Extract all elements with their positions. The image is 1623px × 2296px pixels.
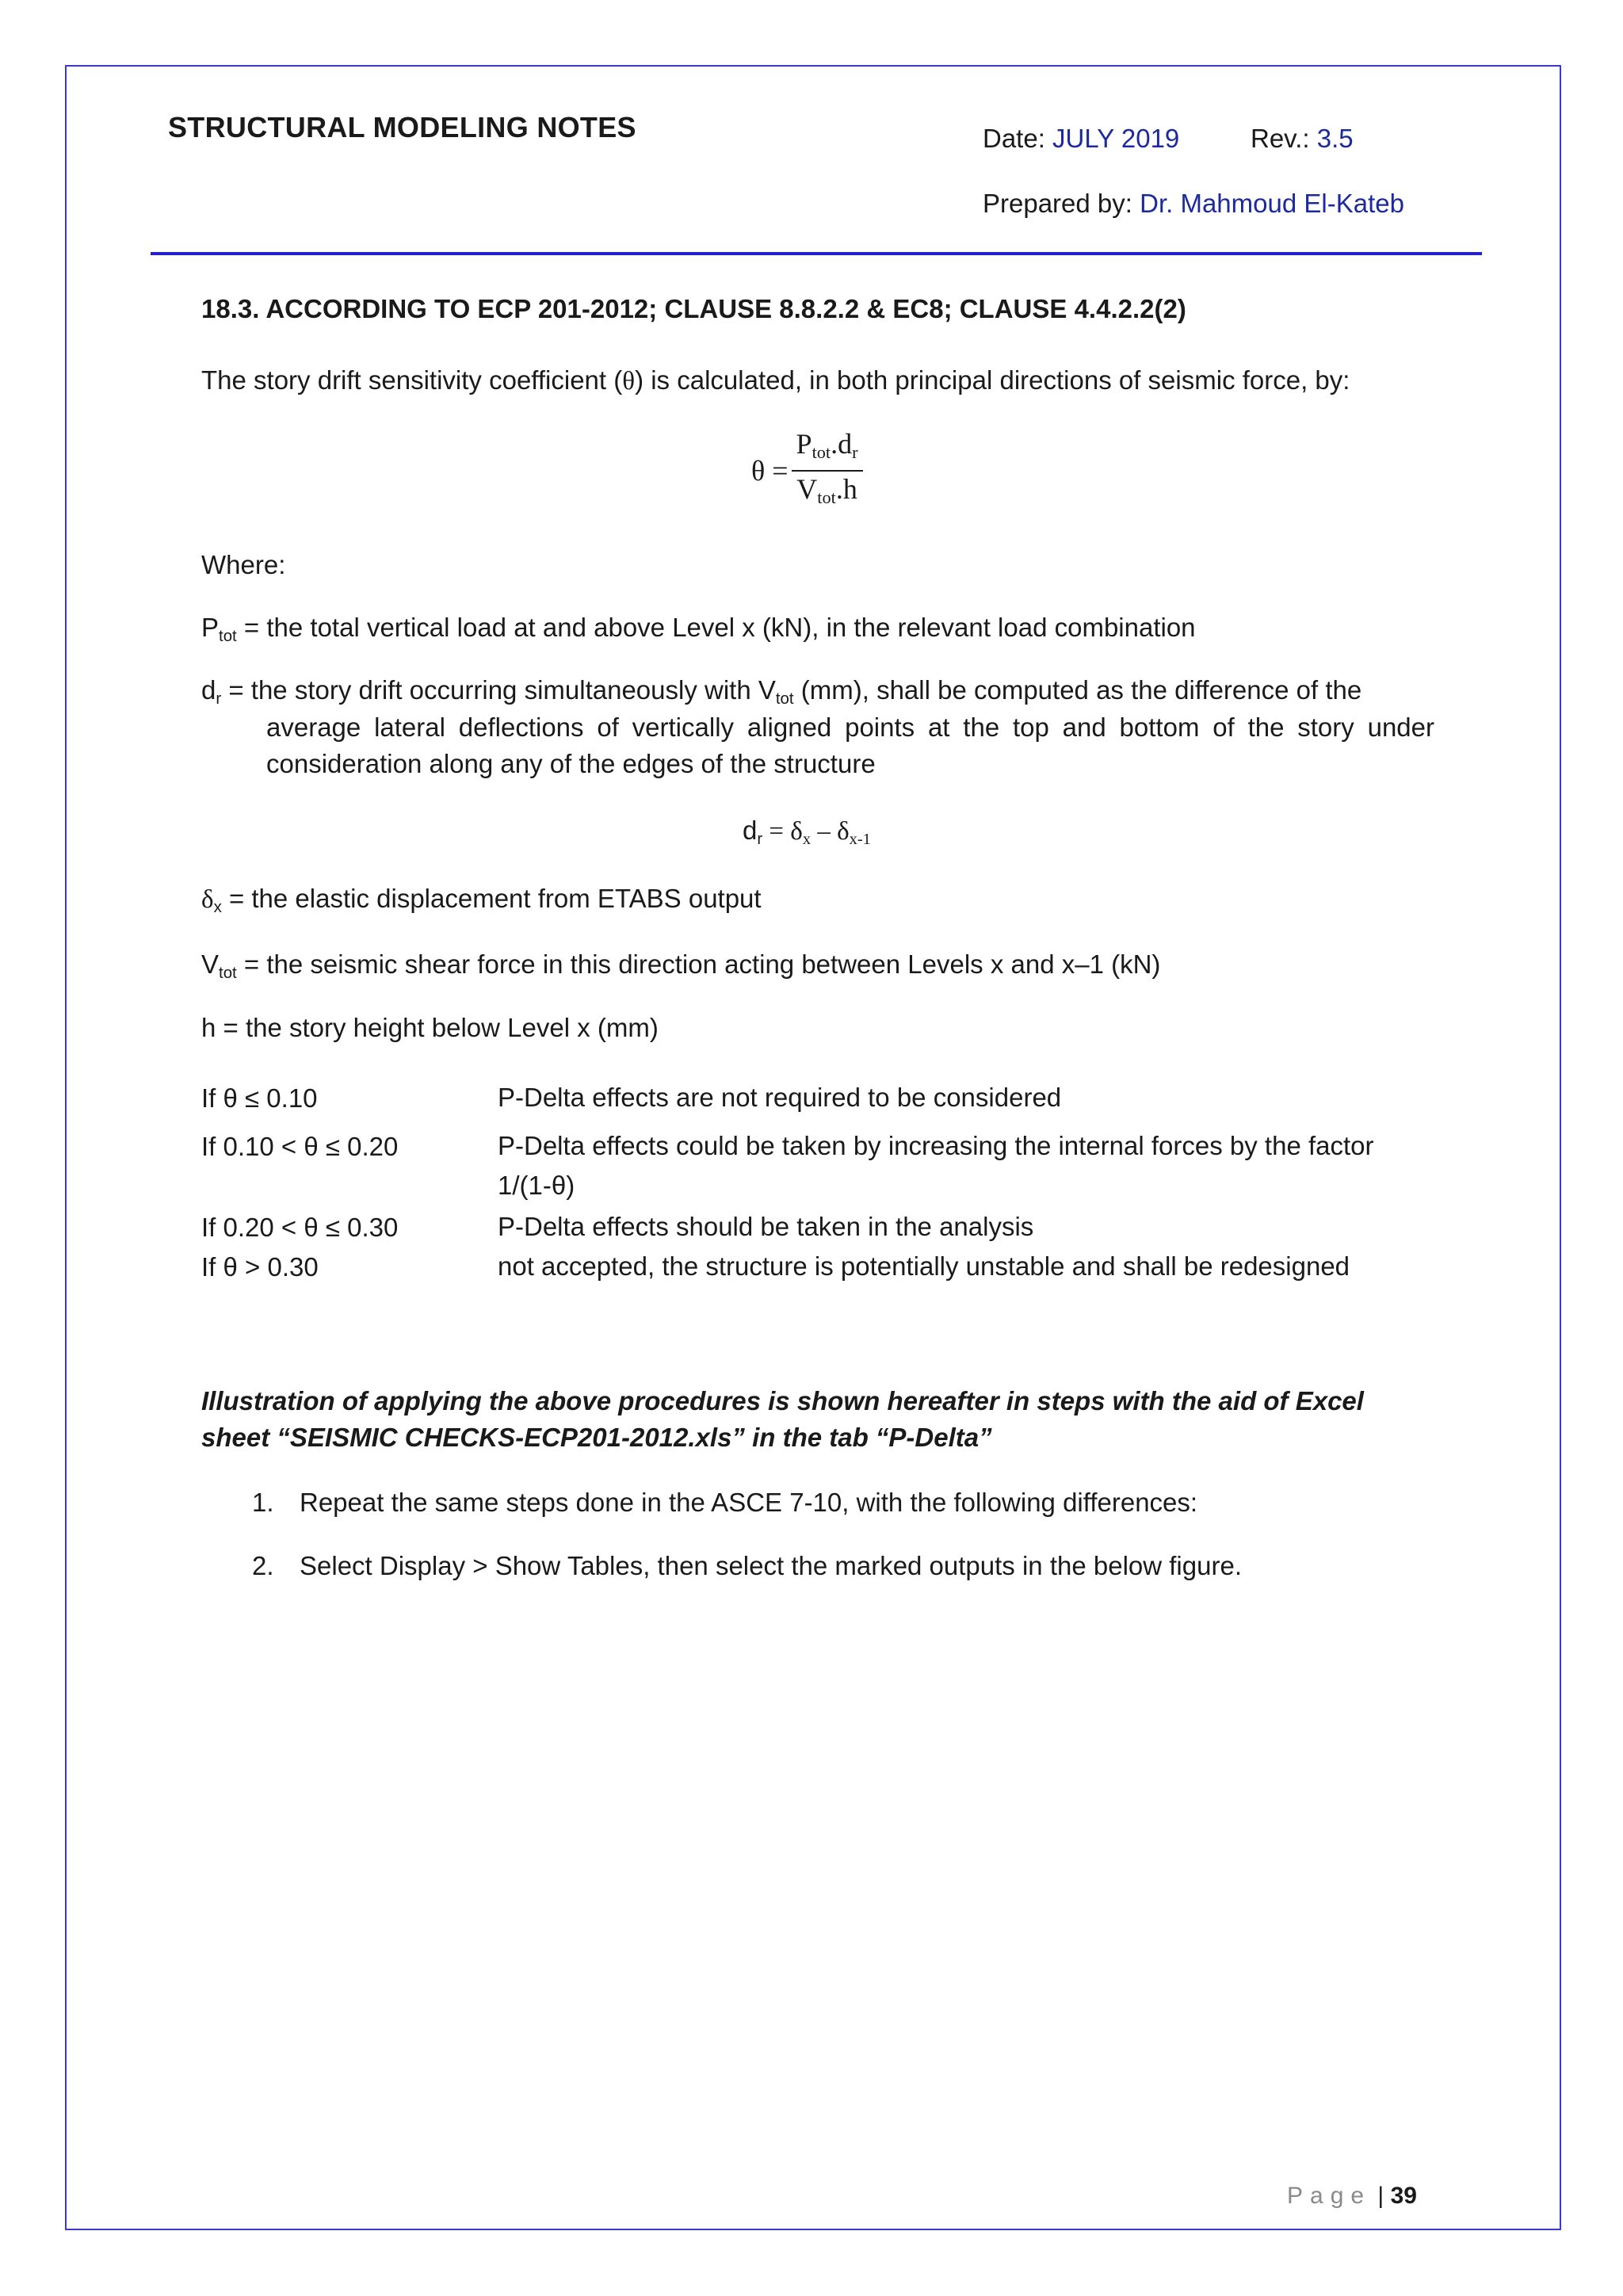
section-heading: 18.3. ACCORDING TO ECP 201-2012; CLAUSE 8.8.2.2 & EC8; CLAUSE 4.4.2.2(2) <box>201 294 1186 323</box>
def-delta: $\delta_x$ = the elastic displacement from ETABS output <box>201 884 762 916</box>
formula-numerator: $P_{tot}.d_r$ <box>792 428 863 471</box>
illustration-note: Illustration of applying the above procedures is shown hereafter in steps with the aid of Excel sheet “SEISMIC CHECKS-ECP201-2012.xls” in the tab “P-Delta” <box>201 1386 1364 1452</box>
prepared-by-field <box>983 189 1404 219</box>
intro-paragraph: The story drift sensitivity coefficient (θ) is calculated, in both principal directions of seismic force, by: <box>201 365 1350 395</box>
def-h: h = the story height below Level x (mm) <box>201 1013 659 1042</box>
formula-lhs: θ = <box>751 455 789 487</box>
page-number: 39 <box>1390 2183 1417 2209</box>
condition-3-effect: P-Delta effects should be taken in the analysis <box>498 1212 1034 1241</box>
condition-3: If 0.20 < θ ≤ 0.30 <box>201 1213 399 1242</box>
theta-formula <box>751 428 863 514</box>
def-vtot: $V_{tot}$ = the seismic shear force in this direction acting between Levels x and x–1 (kN) <box>201 949 1161 982</box>
condition-2-effect-cont: 1/(1-θ) <box>498 1171 575 1200</box>
step-1-text: Repeat the same steps done in the ASCE 7-10, with the following differences: <box>300 1488 1198 1517</box>
condition-2-effect: P-Delta effects could be taken by increasing the internal forces by the factor <box>498 1131 1374 1160</box>
document-title: STRUCTURAL MODELING NOTES <box>168 111 636 143</box>
def-dr: $d_r$ = the story drift occurring simultaneously with $V_{tot}$ (mm), shall be computed as the difference of the <box>201 675 1362 708</box>
prepared-value: Dr. Mahmoud El-Kateb <box>1140 189 1404 218</box>
where-label: Where: <box>201 550 286 579</box>
page-footer <box>1287 2183 1417 2210</box>
def-dr-continuation-1: average lateral deflections of vertically aligned points at the top and bottom of the story under <box>266 712 1434 742</box>
condition-2: If 0.10 < θ ≤ 0.20 <box>201 1132 399 1161</box>
revision-field <box>1251 124 1354 154</box>
condition-1-effect: P-Delta effects are not required to be considered <box>498 1083 1062 1112</box>
drift-formula: $d_r = \delta_x - \delta_{x-1}$ <box>743 816 871 848</box>
header-divider <box>151 252 1482 255</box>
rev-value: 3.5 <box>1316 124 1354 153</box>
condition-1: If θ ≤ 0.10 <box>201 1083 318 1113</box>
date-value: JULY 2019 <box>1052 124 1180 153</box>
date-label: Date: <box>983 124 1045 153</box>
step-2-text: Select Display > Show Tables, then select the marked outputs in the below figure. <box>300 1551 1242 1580</box>
condition-4: If θ > 0.30 <box>201 1252 319 1282</box>
rev-label: Rev.: <box>1251 124 1310 153</box>
condition-4-effect: not accepted, the structure is potentially unstable and shall be redesigned <box>498 1251 1350 1281</box>
def-dr-continuation-2: consideration along any of the edges of the structure <box>266 749 876 778</box>
formula-denominator: $V_{tot}.h$ <box>796 473 857 507</box>
date-field <box>983 124 1179 154</box>
def-ptot: $P_{tot}$ = the total vertical load at and above Level x (kN), in the relevant load combination <box>201 613 1196 645</box>
step-1-number: 1. <box>252 1488 274 1517</box>
page-label: Page <box>1287 2183 1372 2209</box>
page-separator: | <box>1377 2183 1384 2209</box>
prepared-label: Prepared by: <box>983 189 1132 218</box>
step-2-number: 2. <box>252 1551 274 1580</box>
